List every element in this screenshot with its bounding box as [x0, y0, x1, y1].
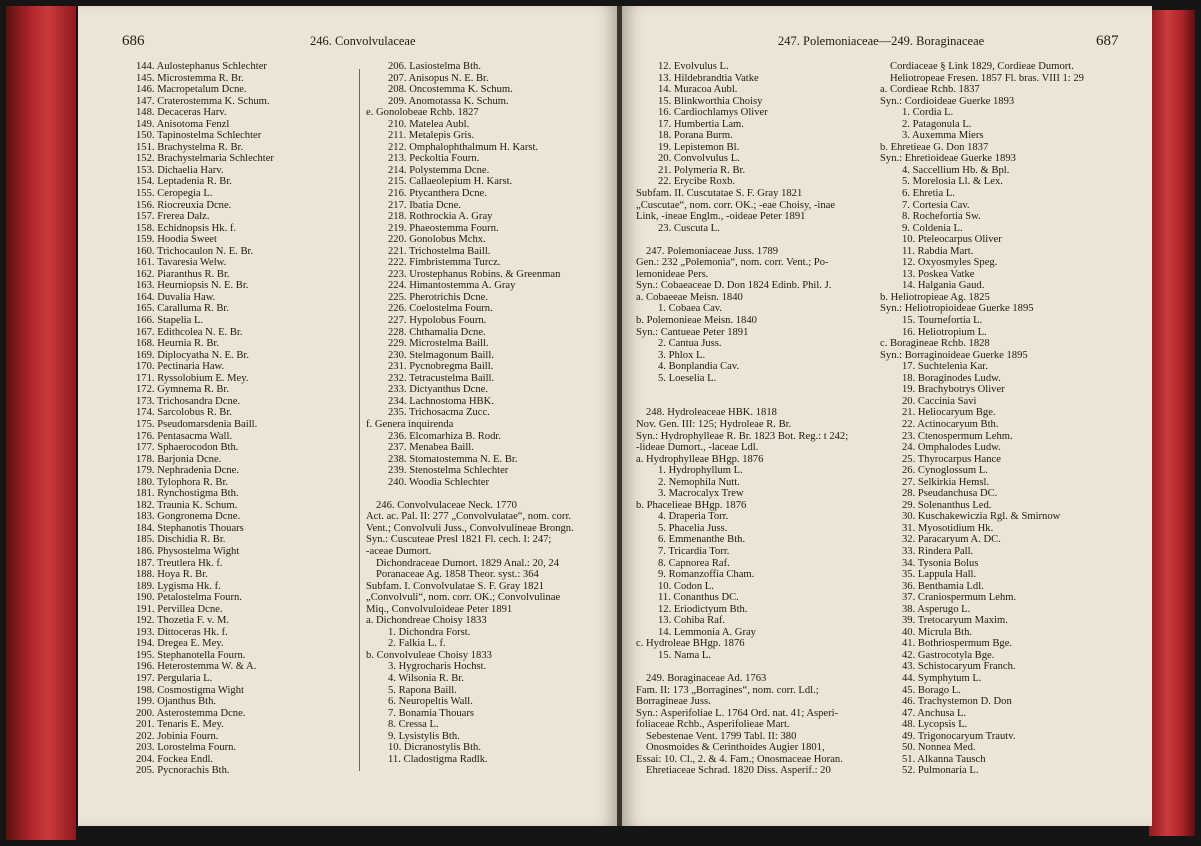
- entry-line: 155. Ceropegia L.: [136, 188, 213, 200]
- entry-line: 6. Neuropeltis Wall.: [388, 696, 473, 708]
- entry-line: 193. Dittoceras Hk. f.: [136, 626, 228, 638]
- entry-line: 31. Myosotidium Hk.: [902, 522, 994, 534]
- entry-line: 9. Lysistylis Bth.: [388, 730, 460, 742]
- entry-line: 249. Boraginaceae Ad. 1763: [646, 672, 767, 684]
- entry-line: Vent.; Convolvuli Juss., Convolvulineae Brongn.: [366, 522, 574, 534]
- entry-line: 30. Kuschakewiczia Rgl. & Smirnow: [902, 511, 1061, 523]
- entry-line: 146. Macropetalum Dcne.: [136, 84, 247, 96]
- entry-line: 208. Oncostemma K. Schum.: [388, 84, 513, 96]
- entry-line: Syn.: Cuscuteae Presl 1821 Fl. cech. I: 247;: [366, 534, 552, 546]
- entry-line: 236. Elcomarhiza B. Rodr.: [388, 430, 501, 442]
- running-header-left: 246. Convolvulaceae: [310, 34, 416, 48]
- entry-line: 211. Metalepis Gris.: [388, 130, 475, 142]
- entry-line: 151. Brachystelma R. Br.: [136, 141, 244, 153]
- entry-line: Syn.: Cordioideae Guerke 1893: [880, 95, 1015, 107]
- entry-line: 40. Micrula Bth.: [902, 626, 973, 638]
- running-header-right: 247. Polemoniaceae—249. Boraginaceae: [778, 34, 985, 48]
- entry-line: 17. Suchtelenia Kar.: [902, 361, 988, 373]
- entry-line: 195. Stephanotella Fourn.: [136, 649, 246, 661]
- entry-line: 3. Auxemma Miers: [902, 130, 984, 142]
- entry-line: a. Hydrophylleae BHgp. 1876: [636, 453, 764, 465]
- entry-line: 11. Rabdia Mart.: [902, 245, 974, 257]
- entry-line: 226. Coelostelma Fourn.: [388, 303, 493, 315]
- entry-line: 182. Traunia K. Schum.: [136, 499, 238, 511]
- entry-line: 228. Chthamalia Dcne.: [388, 326, 486, 338]
- entry-line: 4. Bonplandia Cav.: [658, 361, 740, 373]
- entry-line: Syn.: Borraginoideae Guerke 1895: [880, 349, 1028, 361]
- entry-line: 188. Hoya R. Br.: [136, 569, 208, 581]
- entry-line: 27. Selkirkia Hemsl.: [902, 476, 990, 488]
- entry-line: 158. Echidnopsis Hk. f.: [136, 222, 237, 234]
- entry-line: 212. Omphalophthalmum H. Karst.: [388, 141, 539, 153]
- entry-line: 187. Treutlera Hk. f.: [136, 557, 223, 569]
- entry-line: Subfam. II. Cuscutatae S. F. Gray 1821: [636, 188, 803, 200]
- entry-line: 233. Dictyanthus Dcne.: [388, 384, 489, 396]
- entry-line: e. Gonolobeae Rchb. 1827: [366, 107, 479, 119]
- page-edges-right: [1149, 10, 1195, 836]
- entry-line: 174. Sarcolobus R. Br.: [136, 407, 232, 419]
- entry-line: 230. Stelmagonum Baill.: [388, 349, 494, 361]
- entry-line: 217. Ibatia Dcne.: [388, 199, 461, 211]
- entry-line: 168. Heurnia R. Br.: [136, 338, 219, 350]
- entry-line: 12. Eriodictyum Bth.: [658, 603, 748, 615]
- entry-line: 197. Pergularia L.: [136, 672, 213, 684]
- entry-line: 240. Woodia Schlechter: [388, 476, 490, 488]
- entry-line: 238. Stomatostemma N. E. Br.: [388, 453, 518, 465]
- right-page: [622, 6, 1152, 826]
- entry-line: 44. Symphytum L.: [902, 672, 982, 684]
- entry-line: 189. Lygisma Hk. f.: [136, 580, 221, 592]
- entry-line: 20. Convolvulus L.: [658, 153, 740, 165]
- entry-line: a. Cordieae Rchb. 1837: [880, 84, 980, 96]
- entry-line: 36. Benthamia Ldl.: [902, 580, 984, 592]
- entry-line: b. Heliotropieae Ag. 1825: [880, 291, 990, 303]
- entry-line: 5. Morelosia Ll. & Lex.: [902, 176, 1003, 188]
- entry-line: Nov. Gen. III: 125; Hydroleae R. Br.: [636, 418, 792, 430]
- entry-line: 34. Tysonia Bolus: [902, 557, 979, 569]
- entry-line: 11. Cladostigma Radlk.: [388, 753, 488, 765]
- entry-line: 9. Romanzoffia Cham.: [658, 569, 755, 581]
- entry-line: 23. Ctenospermum Lehm.: [902, 430, 1013, 442]
- entry-line: [636, 396, 882, 408]
- entry-line: 22. Actinocaryum Bth.: [902, 418, 999, 430]
- entry-line: 25. Thyrocarpus Hance: [902, 453, 1001, 465]
- entry-line: 35. Lappula Hall.: [902, 569, 977, 581]
- entry-line: 14. Halgania Gaud.: [902, 280, 985, 292]
- entry-line: Sebestenae Vent. 1799 Tabl. II: 380: [646, 730, 797, 742]
- entry-line: 18. Boraginodes Ludw.: [902, 372, 1001, 384]
- entry-line: 166. Stapelia L.: [136, 315, 204, 327]
- entry-line: 192. Thozetia F. v. M.: [136, 615, 230, 627]
- entry-line: 144. Aulostephanus Schlechter: [136, 61, 267, 72]
- entry-line: 231. Pycnobregma Baill.: [388, 361, 494, 373]
- entry-line: 157. Frerea Dalz.: [136, 211, 210, 223]
- entry-line: 13. Poskea Vatke: [902, 268, 975, 280]
- entry-line: 219. Phaeostemma Fourn.: [388, 222, 499, 234]
- entry-line: 147. Craterostemma K. Schum.: [136, 95, 270, 107]
- entry-line: 45. Borago L.: [902, 684, 961, 696]
- entry-line: 5. Loeselia L.: [658, 372, 717, 384]
- entry-line: b. Phacelieae BHgp. 1876: [636, 499, 747, 511]
- entry-line: 179. Nephradenia Dcne.: [136, 465, 239, 477]
- entry-line: 202. Jobinia Fourn.: [136, 730, 219, 742]
- entry-line: 3. Macrocalyx Trew: [658, 488, 744, 500]
- entry-line: 164. Duvalia Haw.: [136, 291, 216, 303]
- entry-line: 169. Diplocyatha N. E. Br.: [136, 349, 249, 361]
- entry-line: b. Polemonieae Meisn. 1840: [636, 315, 757, 327]
- entry-line: 196. Heterostemma W. & A.: [136, 661, 257, 673]
- entry-line: 3. Phlox L.: [658, 349, 706, 361]
- entry-line: 41. Bothriospermum Bge.: [902, 638, 1013, 650]
- entry-line: 246. Convolvulaceae Neck. 1770: [376, 499, 517, 511]
- entry-line: 218. Rothrockia A. Gray: [388, 211, 493, 223]
- entry-line: 7. Tricardia Torr.: [658, 545, 730, 557]
- entry-line: [636, 384, 882, 396]
- entry-line: 50. Nonnea Med.: [902, 742, 976, 754]
- entry-line: Borragineae Juss.: [636, 696, 711, 708]
- entry-line: 8. Capnorea Raf.: [658, 557, 730, 569]
- entry-line: b. Ehretieae G. Don 1837: [880, 141, 989, 153]
- entry-line: 173. Trichosandra Dcne.: [136, 395, 241, 407]
- entry-line: 176. Pentasacma Wall.: [136, 430, 233, 442]
- entry-line: 221. Trichostelma Baill.: [388, 245, 491, 257]
- entry-line: foliaceae Rchb., Asperifolieae Mart.: [636, 719, 790, 731]
- entry-line: 215. Callaeolepium H. Karst.: [388, 176, 513, 188]
- entry-line: 224. Himantostemma A. Gray: [388, 280, 516, 292]
- entry-line: „Cuscutae“, nom. corr. OK.; -eae Choisy, -inae: [636, 199, 836, 211]
- entry-line: 239. Stenostelma Schlechter: [388, 465, 509, 477]
- entry-line: 4. Saccellium Hb. & Bpl.: [902, 164, 1010, 176]
- left-column-1: [136, 61, 354, 777]
- entry-line: 205. Pycnorachis Bth.: [136, 765, 230, 777]
- entry-line: 37. Craniospermum Lehm.: [902, 592, 1017, 604]
- entry-line: „Convolvuli“, nom. corr. OK.; Convolvulinae: [366, 592, 561, 604]
- entry-line: 15. Blinkworthia Choisy: [658, 95, 763, 107]
- entry-line: 33. Rindera Pall.: [902, 545, 974, 557]
- entry-line: 148. Decaceras Harv.: [136, 107, 227, 119]
- column-rule: [359, 69, 360, 771]
- entry-line: Dichondraceae Dumort. 1829 Anal.: 20, 24: [376, 557, 559, 569]
- entry-line: 248. Hydroleaceae HBK. 1818: [646, 407, 777, 419]
- entry-line: 191. Pervillea Dcne.: [136, 603, 223, 615]
- entry-line: 10. Dicranostylis Bth.: [388, 742, 481, 754]
- entry-line: 198. Cosmostigma Wight: [136, 684, 244, 696]
- entry-line: Poranaceae Ag. 1858 Theor. syst.: 364: [376, 569, 539, 581]
- entry-line: 22. Erycibe Roxb.: [658, 176, 736, 188]
- entry-line: 3. Hygrocharis Hochst.: [388, 661, 487, 673]
- entry-line: 227. Hypolobus Fourn.: [388, 315, 487, 327]
- entry-line: 47. Anchusa L.: [902, 707, 967, 719]
- entry-line: 232. Tetracustelma Baill.: [388, 372, 495, 384]
- entry-line: Syn.: Asperifoliae L. 1764 Ord. nat. 41; Asperi-: [636, 707, 839, 719]
- entry-line: Onosmoides & Cerinthoides Augier 1801,: [646, 742, 825, 754]
- entry-line: 16. Cardiochlamys Oliver: [658, 107, 768, 119]
- entry-line: 161. Tavaresia Welw.: [136, 257, 227, 269]
- entry-line: Subfam. I. Convolvulatae S. F. Gray 1821: [366, 580, 545, 592]
- entry-line: c. Hydroleae BHgp. 1876: [636, 638, 745, 650]
- entry-line: [636, 661, 882, 673]
- entry-line: 4. Wilsonia R. Br.: [388, 672, 464, 684]
- entry-line: 185. Dischidia R. Br.: [136, 534, 226, 546]
- entry-line: 150. Tapinostelma Schlechter: [136, 130, 262, 142]
- entry-line: a. Cobaeeae Meisn. 1840: [636, 291, 743, 303]
- entry-line: 43. Schistocaryum Franch.: [902, 661, 1016, 673]
- entry-line: 162. Piaranthus R. Br.: [136, 268, 230, 280]
- entry-line: Syn.: Hydrophylleae R. Br. 1823 Bot. Reg.: t 242;: [636, 430, 849, 442]
- left-page: [78, 6, 618, 826]
- page-number-left: 686: [122, 33, 145, 49]
- entry-line: 29. Solenanthus Led.: [902, 499, 992, 511]
- entry-line: 210. Matelea Aubl.: [388, 118, 470, 130]
- entry-line: 38. Asperugo L.: [902, 603, 971, 615]
- entry-line: 247. Polemoniaceae Juss. 1789: [646, 245, 779, 257]
- entry-line: 181. Rynchostigma Bth.: [136, 488, 239, 500]
- page-number-right: 687: [1096, 33, 1119, 49]
- entry-line: c. Boragineae Rchb. 1828: [880, 338, 990, 350]
- entry-line: 9. Coldenia L.: [902, 222, 963, 234]
- entry-line: 5. Phacelia Juss.: [658, 522, 728, 534]
- entry-line: 199. Ojanthus Bth.: [136, 696, 217, 708]
- entry-line: 2. Patagonula L.: [902, 118, 972, 130]
- entry-line: 213. Peckoltia Fourn.: [388, 153, 480, 165]
- entry-line: 2. Falkia L. f.: [388, 638, 446, 650]
- entry-line: 10. Pteleocarpus Oliver: [902, 234, 1002, 246]
- entry-line: 8. Cressa L.: [388, 719, 439, 731]
- entry-line: 4. Draperia Torr.: [658, 511, 729, 523]
- entry-line: 203. Lorostelma Fourn.: [136, 742, 237, 754]
- entry-line: Gen.: 232 „Polemonia“, nom. corr. Vent.; Po-: [636, 257, 829, 269]
- entry-line: 6. Ehretia L.: [902, 188, 955, 200]
- entry-line: 7. Cortesia Cav.: [902, 199, 970, 211]
- entry-line: 160. Trichocaulon N. E. Br.: [136, 245, 254, 257]
- right-column-1: [636, 61, 882, 777]
- entry-line: 8. Rochefortia Sw.: [902, 211, 981, 223]
- entry-line: 14. Muracoa Aubl.: [658, 84, 738, 96]
- entry-line: 13. Hildebrandtia Vatke: [658, 72, 759, 84]
- entry-line: 175. Pseudomarsdenia Baill.: [136, 418, 258, 430]
- entry-line: 14. Lemmonia A. Gray: [658, 626, 756, 638]
- entry-line: 24. Omphalodes Ludw.: [902, 442, 1001, 454]
- entry-line: 177. Sphaerocodon Bth.: [136, 442, 239, 454]
- entry-line: 204. Fockea Endl.: [136, 753, 214, 765]
- entry-line: 21. Heliocaryum Bge.: [902, 407, 996, 419]
- entry-line: 20. Caccinia Savi: [902, 395, 977, 407]
- entry-line: Link, -ineae Englm., -oideae Peter 1891: [636, 211, 806, 223]
- entry-line: -aceae Dumort.: [366, 545, 432, 557]
- entry-line: 18. Porana Burm.: [658, 130, 733, 142]
- entry-line: 52. Pulmonaria L.: [902, 765, 979, 777]
- entry-line: 46. Trachystemon D. Don: [902, 696, 1012, 708]
- entry-line: 163. Heurniopsis N. E. Br.: [136, 280, 249, 292]
- entry-line: [366, 488, 616, 500]
- entry-line: 214. Polystemma Dcne.: [388, 164, 490, 176]
- entry-line: 10. Codon L.: [658, 580, 714, 592]
- entry-line: 178. Barjonia Dcne.: [136, 453, 222, 465]
- entry-line: [636, 234, 882, 246]
- entry-line: 220. Gonolobus Mchx.: [388, 234, 486, 246]
- entry-line: 13. Cohiba Raf.: [658, 615, 726, 627]
- entry-line: 171. Ryssolobium E. Mey.: [136, 372, 249, 384]
- entry-line: 16. Heliotropium L.: [902, 326, 987, 338]
- entry-line: 180. Tylophora R. Br.: [136, 476, 229, 488]
- entry-line: 28. Pseudanchusa DC.: [902, 488, 998, 500]
- entry-line: Syn.: Cobaeaceae D. Don 1824 Edinb. Phil. J.: [636, 280, 832, 292]
- entry-line: Essai: 10. Cl., 2. & 4. Fam.; Onosmaceae Horan.: [636, 753, 843, 765]
- entry-line: 165. Caralluma R. Br.: [136, 303, 229, 315]
- entry-line: 1. Cordia L.: [902, 107, 954, 119]
- page-edges-left: [6, 6, 76, 840]
- entry-line: Miq., Convolvuloideae Peter 1891: [366, 603, 513, 615]
- entry-line: 156. Riocreuxia Dcne.: [136, 199, 232, 211]
- entry-line: 225. Pherotrichis Dcne.: [388, 291, 489, 303]
- entry-line: 145. Microstemma R. Br.: [136, 72, 244, 84]
- entry-line: 15. Nama L.: [658, 649, 711, 661]
- entry-line: 2. Cantua Juss.: [658, 338, 722, 350]
- entry-line: 39. Tretocaryum Maxim.: [902, 615, 1008, 627]
- entry-line: Cordiaceae § Link 1829, Cordieae Dumort.: [890, 61, 1074, 72]
- entry-line: 15. Tournefortia L.: [902, 315, 983, 327]
- entry-line: 167. Edithcolea N. E. Br.: [136, 326, 243, 338]
- left-column-2: [366, 61, 616, 765]
- entry-line: 234. Lachnostoma HBK.: [388, 395, 494, 407]
- entry-line: 49. Trigonocaryum Trautv.: [902, 730, 1016, 742]
- entry-line: 23. Cuscuta L.: [658, 222, 720, 234]
- entry-line: 21. Polymeria R. Br.: [658, 164, 746, 176]
- entry-line: Syn.: Ehretioideae Guerke 1893: [880, 153, 1016, 165]
- entry-line: 149. Anisotoma Fenzl: [136, 118, 230, 130]
- entry-line: 223. Urostephanus Robins. & Greenman: [388, 268, 561, 280]
- entry-line: 1. Cobaea Cav.: [658, 303, 723, 315]
- entry-line: 12. Evolvulus L.: [658, 61, 729, 72]
- entry-line: 170. Pectinaria Haw.: [136, 361, 225, 373]
- entry-line: a. Dichondreae Choisy 1833: [366, 615, 487, 627]
- entry-line: 19. Lepistemon Bl.: [658, 141, 740, 153]
- right-column-2: [880, 61, 1148, 777]
- entry-line: 172. Gymnema R. Br.: [136, 384, 229, 396]
- entry-line: 19. Brachybotrys Oliver: [902, 384, 1005, 396]
- entry-line: 209. Anomotassa K. Schum.: [388, 95, 509, 107]
- entry-line: 190. Petalostelma Fourn.: [136, 592, 242, 604]
- entry-line: 229. Microstelma Baill.: [388, 338, 489, 350]
- entry-line: 42. Gastrocotyla Bge.: [902, 649, 995, 661]
- entry-line: 26. Cynoglossum L.: [902, 465, 988, 477]
- entry-line: 6. Emmenanthe Bth.: [658, 534, 746, 546]
- entry-line: 237. Menabea Baill.: [388, 442, 474, 454]
- entry-line: b. Convolvuleae Choisy 1833: [366, 649, 492, 661]
- entry-line: 186. Physostelma Wight: [136, 545, 240, 557]
- entry-line: 222. Fimbristemma Turcz.: [388, 257, 501, 269]
- entry-line: 1. Hydrophyllum L.: [658, 465, 743, 477]
- entry-line: 200. Asterostemma Dcne.: [136, 707, 246, 719]
- entry-line: 183. Gongronema Dcne.: [136, 511, 241, 523]
- entry-line: Ehretiaceae Schrad. 1820 Diss. Asperif.: 20: [646, 765, 831, 777]
- entry-line: 207. Anisopus N. E. Br.: [388, 72, 489, 84]
- entry-line: lemonideae Pers.: [636, 268, 709, 280]
- entry-line: 1. Dichondra Forst.: [388, 626, 471, 638]
- entry-line: 5. Rapona Baill.: [388, 684, 457, 696]
- entry-line: 153. Dichaelia Harv.: [136, 164, 224, 176]
- entry-line: 159. Hoodia Sweet: [136, 234, 217, 246]
- entry-line: 154. Leptadenia R. Br.: [136, 176, 232, 188]
- entry-line: 184. Stephanotis Thouars: [136, 522, 244, 534]
- entry-line: 2. Nemophila Nutt.: [658, 476, 740, 488]
- entry-line: 201. Tenaris E. Mey.: [136, 719, 224, 731]
- entry-line: 48. Lycopsis L.: [902, 719, 968, 731]
- entry-line: 32. Paracaryum A. DC.: [902, 534, 1001, 546]
- entry-line: 51. Alkanna Tausch: [902, 753, 986, 765]
- entry-line: 206. Lasiostelma Bth.: [388, 61, 481, 72]
- entry-line: Act. ac. Pal. II: 277 „Convolvulatae“, nom. corr.: [366, 511, 572, 523]
- entry-line: -lideae Dumort., -laceae Ldl.: [636, 442, 759, 454]
- entry-line: 235. Trichosacma Zucc.: [388, 407, 490, 419]
- entry-line: 7. Bonamia Thouars: [388, 707, 475, 719]
- entry-line: 216. Ptycanthera Dcne.: [388, 188, 487, 200]
- entry-line: Syn.: Cantueae Peter 1891: [636, 326, 749, 338]
- entry-line: 194. Dregea E. Mey.: [136, 638, 224, 650]
- entry-line: 12. Oxyosmyles Speg.: [902, 257, 998, 269]
- entry-line: Heliotropeae Fresen. 1857 Fl. bras. VIII 1: 29: [890, 72, 1084, 84]
- entry-line: 17. Humbertia Lam.: [658, 118, 744, 130]
- entry-line: f. Genera inquirenda: [366, 418, 454, 430]
- entry-line: 152. Brachystelmaria Schlechter: [136, 153, 274, 165]
- entry-line: 11. Conanthus DC.: [658, 592, 739, 604]
- entry-line: Syn.: Heliotropioideae Guerke 1895: [880, 303, 1034, 315]
- entry-line: Fam. II: 173 „Borragines“, nom. corr. Ldl.;: [636, 684, 819, 696]
